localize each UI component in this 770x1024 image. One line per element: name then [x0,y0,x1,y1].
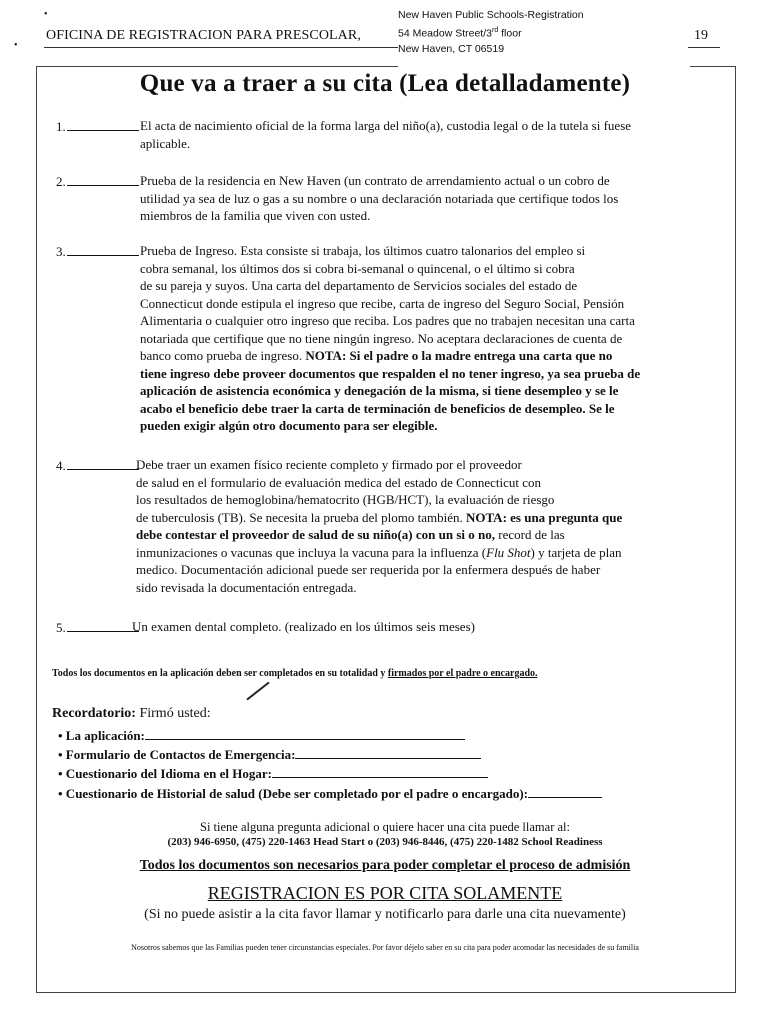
address-line: New Haven, CT 06519 [398,42,505,55]
address-line: 54 Meadow Street/3rd floor [398,27,522,40]
reminder-heading: Recordatorio: Firmó usted: [52,706,211,721]
appointment-only-banner: REGISTRACION ES POR CITA SOLAMENTE [207,883,563,903]
item-number: 1. [56,118,139,135]
item-number: 5. [56,619,139,636]
item-1-text: El acta de nacimiento oficial de la forma larga del niño(a), custodia legal o de la tutela si fuese aplicable. [140,118,632,151]
item-number: 3. [56,243,139,260]
address-line: New Haven Public Schools-Registration [398,9,584,21]
frame-top-rule [690,66,735,67]
page-title: Que va a traer a su cita (Lea detalladamente) [139,70,631,97]
item-5-text: Un examen dental completo. (realizado en los últimos seis meses) [132,619,475,634]
scan-dot: • [44,9,48,20]
reminder-item: • La aplicación: [58,727,465,744]
reminder-item: • Cuestionario del Idioma en el Hogar: [58,765,488,782]
page-suffix: 19 [694,28,708,43]
phone-numbers: (203) 946-6950, (475) 220-1463 Head Start o (203) 946-8446, (475) 220-1482 School Readiness [167,836,603,848]
scan-dot: • [14,40,18,51]
item-2-text: Prueba de la residencia en New Haven (un contrato de arrendamiento actual o un cobro de utilidad ya sea de luz o gas a su nombre o una declaración notariada que certifique todos los miembros de la familia que viven con usted. [140,173,619,223]
item-number: 2. [56,173,139,190]
office-title: OFICINA DE REGISTRACION PARA PRESCOLAR, [46,28,361,43]
required-docs-notice: Todos los documentos son necesarios para poder completar el proceso de admisión [139,858,631,873]
item-3-text: Prueba de Ingreso. Esta consiste si trabaja, los últimos cuatro talonarios del empleo si cobra semanal, los últimos dos si cobra bi-semanal o quincenal, o el último si cobra de su pareja y suyos. Una carta del departamento de Servicios sociales del estado de Connecticut donde estipula el ingreso que recibe, carta de ingreso del Seguro Social, Pensión Alimentaria o cualquier otro ingreso que reciba. Los padres que no trabajen necesitan una carta notariada que certifique que no tiene ningún ingreso. No aceptara declaraciones de cuenta de banco como prueba de ingreso. NOTA: Si el padre o la madre entrega una carta que no tiene ingreso debe proveer documentos que respalden el no tener ingreso, ya sea prueba de aplicación de asistencia económica y denegación de la misma, si tiene desempleo y se le acabo el beneficio debe traer la carta de terminación de beneficios de desempleo. Se le pueden exigir algún otro documento para ser elegible. [140,243,641,433]
reminder-item: • Formulario de Contactos de Emergencia: [58,746,481,763]
reschedule-note: (Si no puede asistir a la cita favor llamar y notificarlo para darle una cita nuevamente) [144,907,626,922]
fine-print: Nosotros sabemos que las Familias pueden tener circunstancias especiales. Por favor déjelo saber en su cita para poder acomodar las necesidades de su familia [131,943,639,952]
address-sticker [398,8,688,70]
frame-top-rule [36,66,398,67]
contact-line: Si tiene alguna pregunta adicional o quiere hacer una cita puede llamar al: [200,820,570,834]
item-4-text: Debe traer un examen físico reciente completo y firmado por el proveedor de salud en el formulario de evaluación medica del estado de Connecticut con los resultados de hemoglobina/hematocrito (HGB/HCT), la evaluación de riesgo de tuberculosis (TB). Se necesita la prueba del plomo también. NOTA: es una pregunta que debe contestar el proveedor de salud de su niño(a) con un si o no, record de las inmunizaciones o vacunas que incluya la vacuna para la influenza (Flu Shot) y tarjeta de plan medico. Documentación adicional puede ser requerida por la enfermera después de haber sido revisada la documentación entregada. [136,457,623,595]
item-number: 4. [56,457,139,474]
completion-note: Todos los documentos en la aplicación deben ser completados en su totalidad y firmados por el padre o encargado. [52,668,538,679]
reminder-item: • Cuestionario de Historial de salud (Debe ser completado por el padre o encargado): [58,785,602,802]
